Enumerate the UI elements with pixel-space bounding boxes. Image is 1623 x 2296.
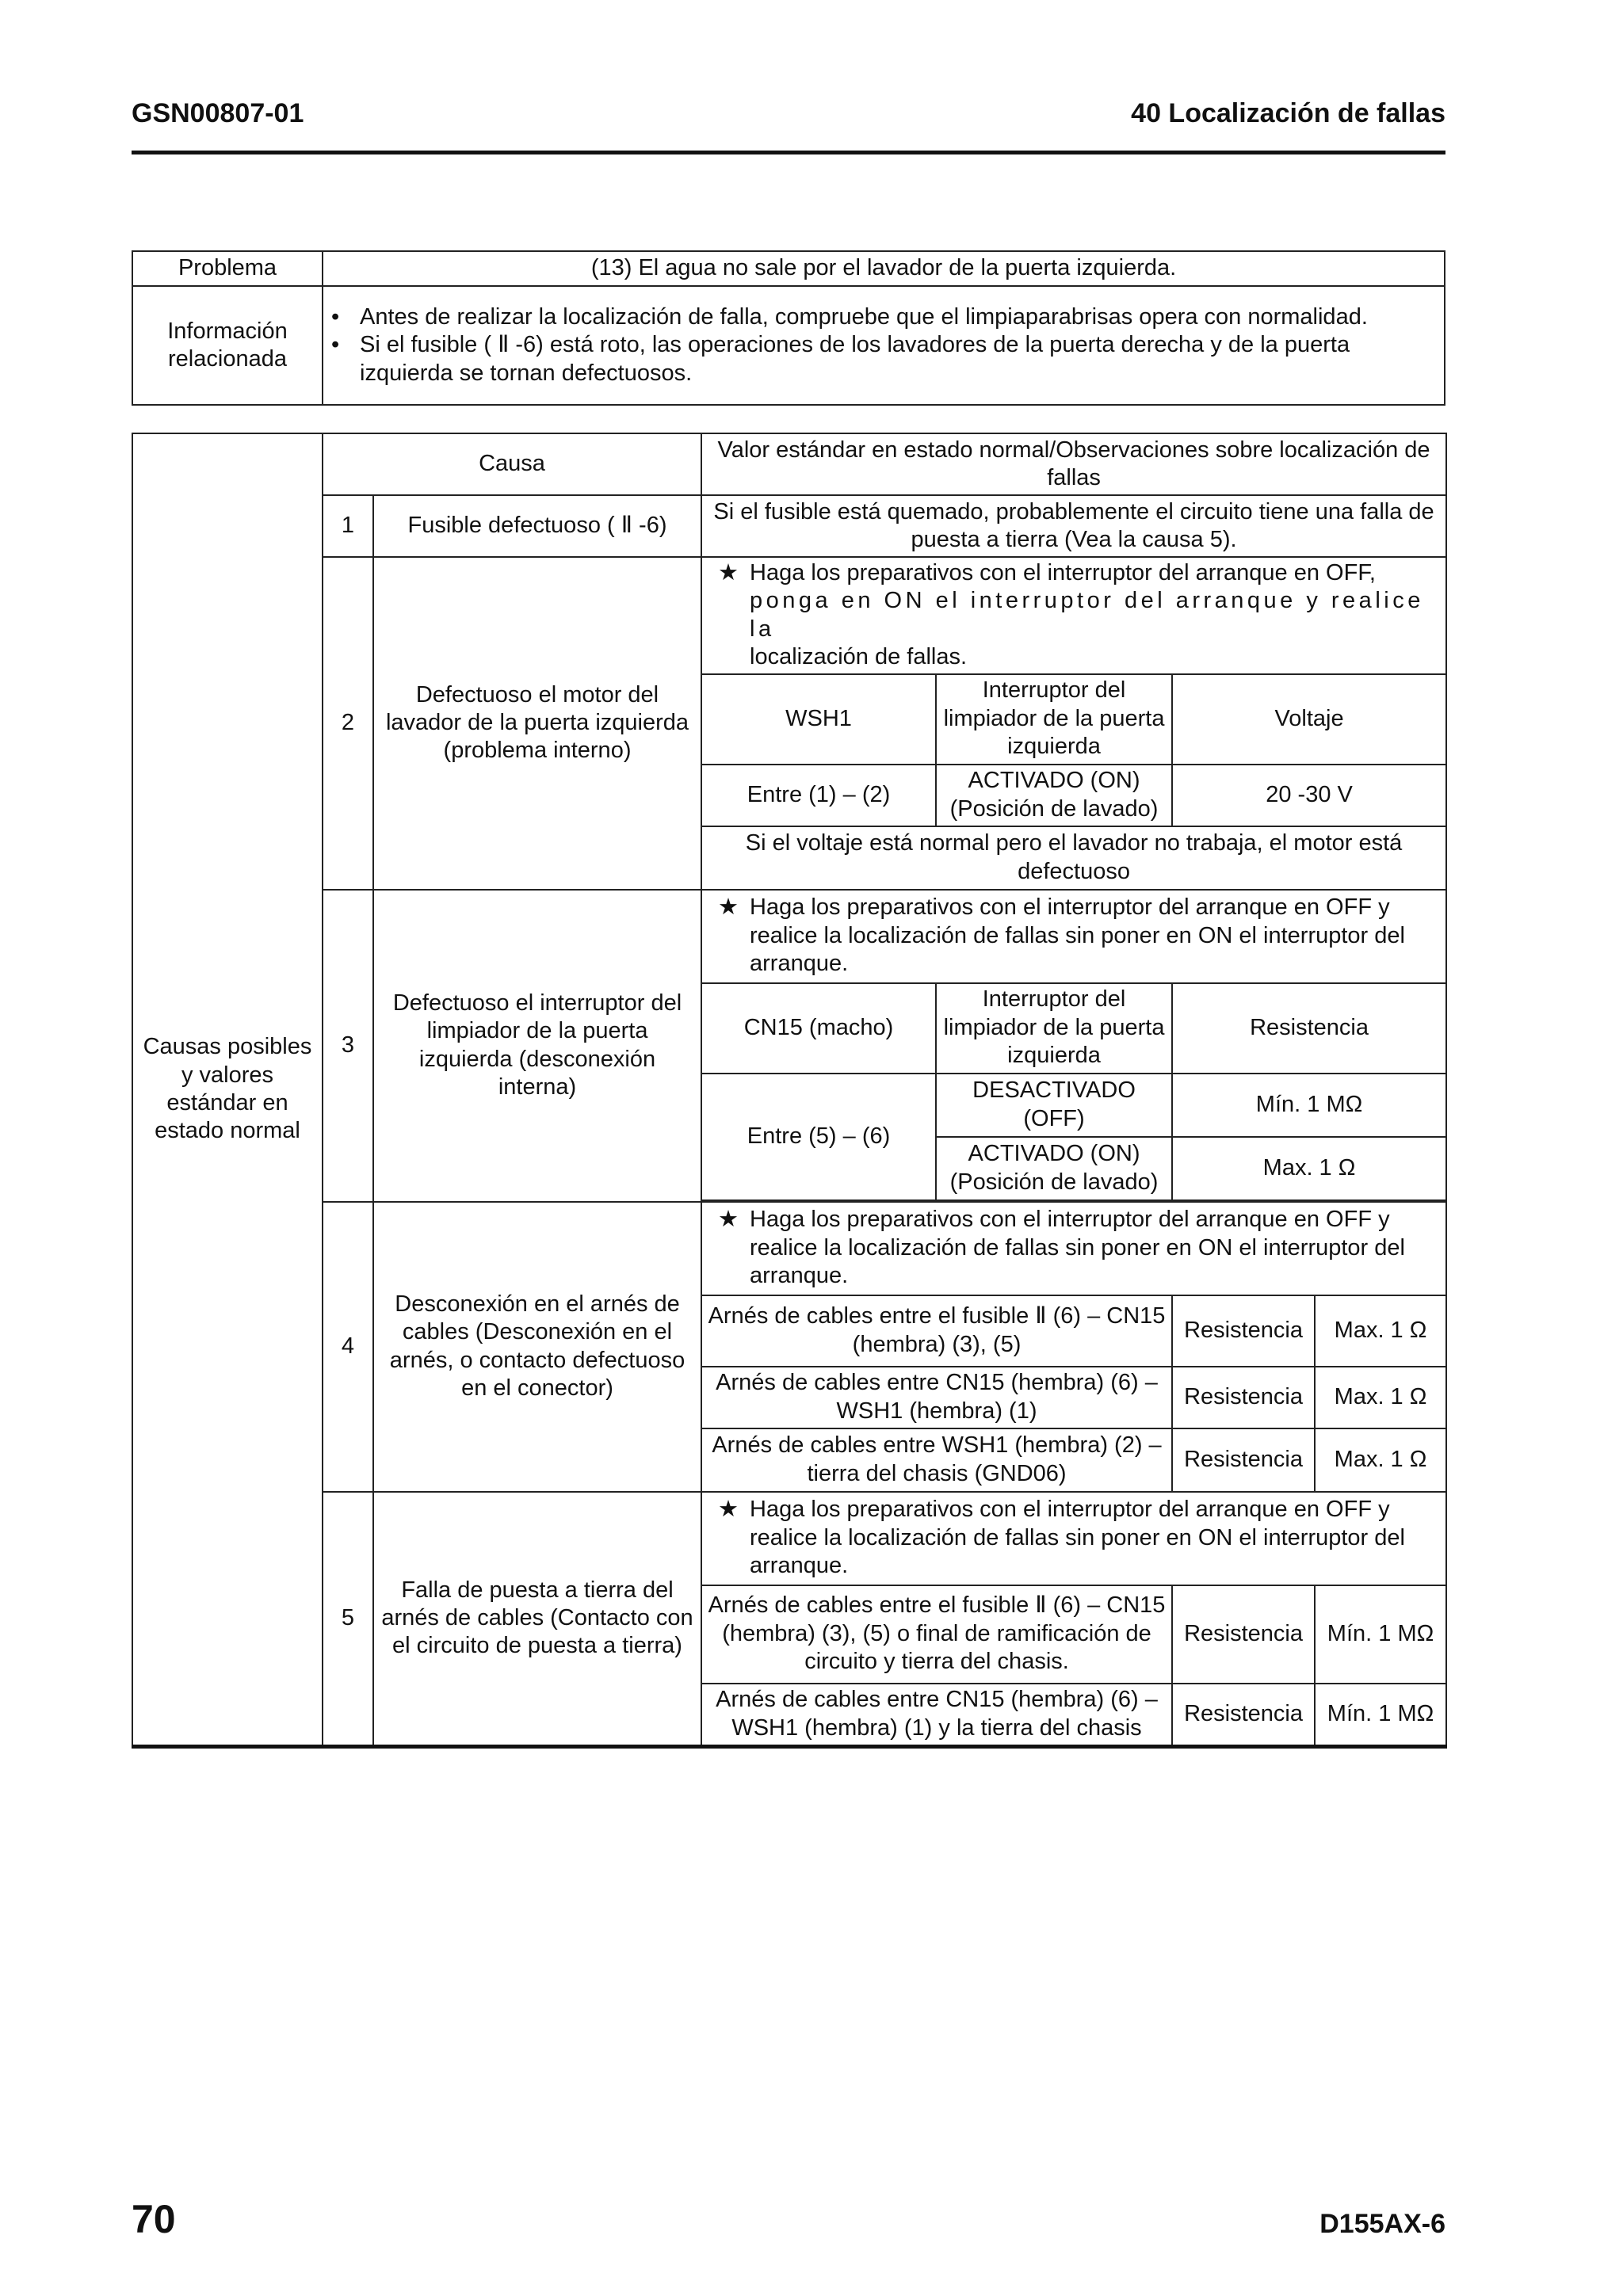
cause-text: Falla de puesta a tierra del arnés de cables (Contacto con el circuito de puesta a tierra) (373, 1492, 701, 1747)
cause-text: Defectuoso el motor del lavador de la puerta izquierda (problema interno) (373, 557, 701, 890)
resistance-value: Mín. 1 MΩ (1172, 1074, 1446, 1137)
cause-number: 4 (323, 1202, 373, 1492)
col-switch: Interruptor del limpiador de la puerta izquierda (936, 983, 1172, 1074)
param-value: Max. 1 Ω (1315, 1295, 1446, 1367)
col-cause-header: Causa (323, 433, 701, 495)
info-item: • Si el fusible ( Ⅱ -6) está roto, las operaciones de los lavadores de la puerta derecha y de la puerta izquierda se tornan defectuosos. (331, 332, 1350, 386)
prep-instruction: ★ Haga los preparativos con el interruptor del arranque en OFF y realice la localización de fallas sin poner en ON el interruptor del arranque. (701, 890, 1446, 983)
prep-instruction: ★ Haga los preparativos con el interruptor del arranque en OFF y realice la localización de fallas sin poner en ON el interruptor del arranque. (701, 1202, 1446, 1295)
model-code: D155AX-6 (1319, 2209, 1445, 2239)
prep-instruction: ★ Haga los preparativos con el interruptor del arranque en OFF, ponga en ON el interruptor del arranque y realice la localización de fallas. (701, 557, 1446, 674)
col-standard-header: Valor estándar en estado normal/Observaciones sobre localización de fallas (701, 433, 1446, 495)
problem-label: Problema (132, 251, 323, 286)
param-label: Resistencia (1172, 1585, 1315, 1684)
star-icon: ★ (718, 1207, 739, 1233)
measure-between: Entre (1) – (2) (701, 765, 936, 826)
switch-state: DESACTIVADO (OFF) (936, 1074, 1172, 1137)
cause-number: 1 (323, 495, 373, 557)
switch-state: ACTIVADO (ON) (Posición de lavado) (936, 1137, 1172, 1200)
col-resistance: Resistencia (1172, 983, 1446, 1074)
problem-table (132, 250, 1445, 406)
cause-number: 3 (323, 890, 373, 1202)
col-connector: WSH1 (701, 674, 936, 765)
param-value: Max. 1 Ω (1315, 1367, 1446, 1428)
problem-text: (13) El agua no sale por el lavador de la puerta izquierda. (323, 251, 1445, 286)
page-number: 70 (132, 2197, 176, 2241)
param-value: Mín. 1 MΩ (1315, 1684, 1446, 1747)
cause-note: Si el fusible está quemado, probablemente el circuito tiene una falla de puesta a tierra (Vea la causa 5). (701, 495, 1446, 557)
star-icon: ★ (718, 560, 739, 585)
harness-description: Arnés de cables entre WSH1 (hembra) (2) – tierra del chasis (GND06) (701, 1428, 1172, 1492)
harness-description: Arnés de cables entre el fusible Ⅱ (6) – CN15 (hembra) (3), (5) o final de ramificación de circuito y tierra del chasis. (701, 1585, 1172, 1684)
col-switch: Interruptor del limpiador de la puerta izquierda (936, 674, 1172, 765)
param-value: Max. 1 Ω (1315, 1428, 1446, 1492)
star-icon: ★ (718, 1497, 739, 1523)
col-voltage: Voltaje (1172, 674, 1446, 765)
header-rule (132, 151, 1445, 154)
col-connector: CN15 (macho) (701, 983, 936, 1074)
switch-state: ACTIVADO (ON) (Posición de lavado) (936, 765, 1172, 826)
param-label: Resistencia (1172, 1428, 1315, 1492)
measure-between: Entre (5) – (6) (701, 1074, 936, 1200)
cause-note: Si el voltaje está normal pero el lavador no trabaja, el motor está defectuoso (701, 826, 1446, 890)
harness-description: Arnés de cables entre CN15 (hembra) (6) – WSH1 (hembra) (1) (701, 1367, 1172, 1428)
param-label: Resistencia (1172, 1295, 1315, 1367)
side-label: Causas posibles y valores estándar en estado normal (132, 433, 323, 1747)
info-label: Información relacionada (132, 286, 323, 405)
prep-instruction: ★ Haga los preparativos con el interruptor del arranque en OFF y realice la localización de fallas sin poner en ON el interruptor del arranque. (701, 1492, 1446, 1585)
cause-text: Desconexión en el arnés de cables (Desconexión en el arnés, o contacto defectuoso en el conector) (373, 1202, 701, 1492)
section-title: 40 Localización de fallas (1131, 98, 1445, 128)
param-value: Mín. 1 MΩ (1315, 1585, 1446, 1684)
param-label: Resistencia (1172, 1367, 1315, 1428)
info-item: • Antes de realizar la localización de falla, compruebe que el limpiaparabrisas opera con normalidad. (331, 303, 1368, 330)
resistance-value: Max. 1 Ω (1172, 1137, 1446, 1200)
voltage-value: 20 -30 V (1172, 765, 1446, 826)
info-list (323, 286, 1445, 405)
cause-text: Fusible defectuoso ( Ⅱ -6) (373, 495, 701, 557)
harness-description: Arnés de cables entre CN15 (hembra) (6) – WSH1 (hembra) (1) y la tierra del chasis (701, 1684, 1172, 1747)
param-label: Resistencia (1172, 1684, 1315, 1747)
harness-description: Arnés de cables entre el fusible Ⅱ (6) – CN15 (hembra) (3), (5) (701, 1295, 1172, 1367)
cause-number: 5 (323, 1492, 373, 1747)
doc-code: GSN00807-01 (132, 98, 304, 128)
star-icon: ★ (718, 894, 739, 921)
cause-number: 2 (323, 557, 373, 890)
cause-text: Defectuoso el interruptor del limpiador de la puerta izquierda (desconexión interna) (373, 890, 701, 1202)
cause-table (132, 433, 1447, 1749)
